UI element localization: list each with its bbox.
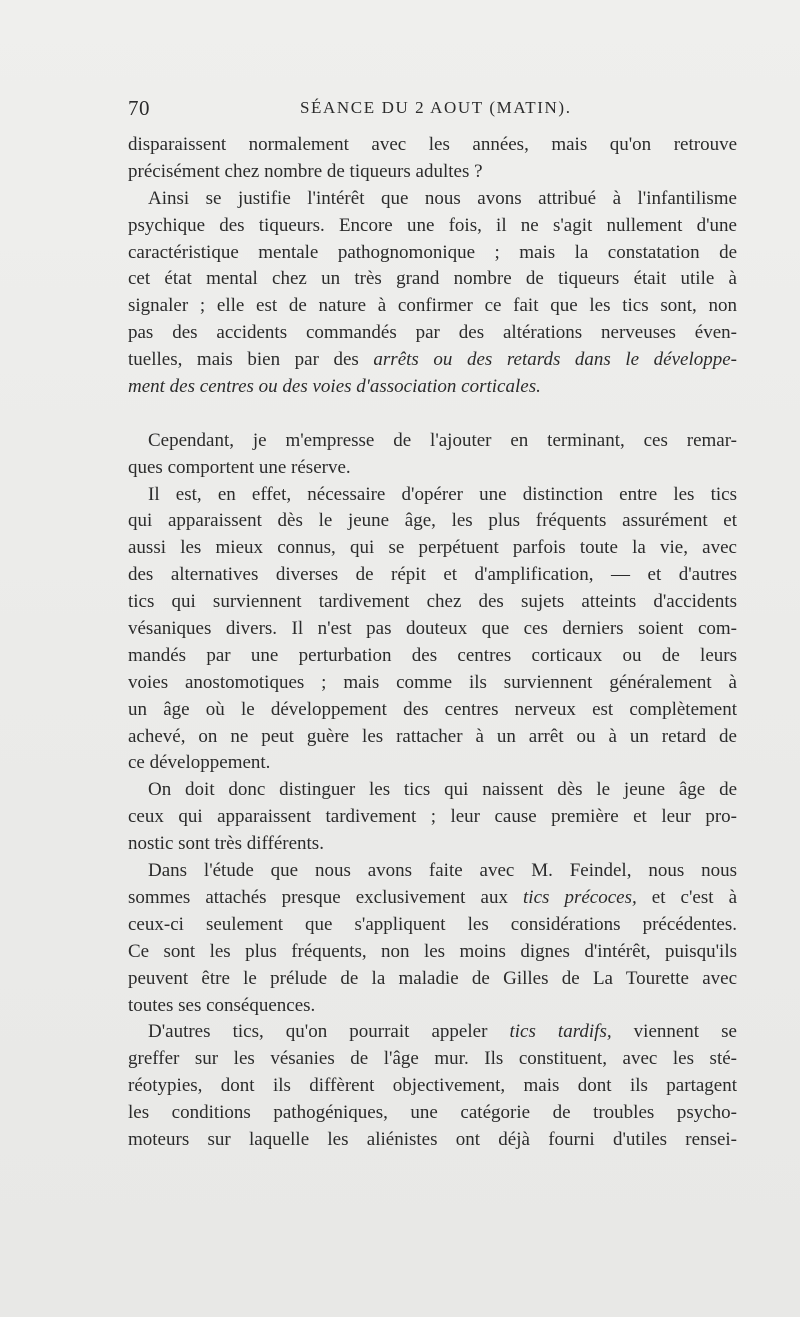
text-line: ceux-ci seulement que s'appliquent les considérations précédentes. [128,913,737,935]
text-line: ques comportent une réserve. [128,456,351,478]
text-line: vésaniques divers. Il n'est pas douteux que ces derniers soient com- [128,618,737,640]
text-line: ceux qui apparaissent tardivement ; leur cause première et leur pro- [128,806,737,828]
text-run: D'autres tics, qu'on pourrait appeler [148,1021,510,1043]
text-line: greffer sur les vésanies de l'âge mur. Ils constituent, avec les sté- [128,1048,737,1070]
text-run: sommes attachés presque exclusivement aux [128,886,524,908]
text-run: et c'est à [636,886,737,908]
text-line: peuvent être le prélude de la maladie de Gilles de La Tourette avec [128,967,737,989]
text-line [128,885,737,912]
text-line: On doit donc distinguer les tics qui naissent dès le jeune âge de [148,779,737,801]
text-line: psychique des tiqueurs. Encore une fois, il ne s'agit nullement d'une [128,214,737,236]
text-line [128,374,737,401]
paragraph-gap [128,401,737,428]
text-line: moteurs sur laquelle les aliénistes ont déjà fourni d'utiles rensei- [128,1128,737,1150]
italic-text: arrêts ou des retards dans le développe- [373,349,737,371]
text-line: Ce sont les plus fréquents, non les moins dignes d'intérêt, puisqu'ils [128,940,737,962]
text-run: viennent se [611,1021,737,1043]
text-line: nostic sont très différents. [128,833,324,855]
text-line: Il est, en effet, nécessaire d'opérer une distinction entre les tics [148,483,737,505]
italic-text: tics tardifs, [509,1021,612,1043]
text-line: ce développement. [128,752,271,774]
text-line: Dans l'étude que nous avons faite avec M. Feindel, nous nous [148,860,737,882]
text-line: tics qui surviennent tardivement chez des sujets atteints d'accidents [128,591,737,613]
text-line: réotypies, dont ils diffèrent objectivement, mais dont ils partagent [128,1075,737,1097]
running-title: SÉANCE DU 2 AOUT (MATIN). [300,98,572,117]
text-line: pas des accidents commandés par des altérations nerveuses éven- [128,322,737,344]
page-number: 70 [128,96,150,120]
italic-text: ment des centres ou des voies d'association corticales. [128,376,541,398]
text-line: signaler ; elle est de nature à confirmer ce fait que les tics sont, non [128,295,737,317]
text-line: toutes ses conséquences. [128,994,316,1016]
text-line: un âge où le développement des centres nerveux est complètement [128,698,737,720]
italic-text: tics précoces, [523,886,637,908]
text-line: des alternatives diverses de répit et d'amplification, — et d'autres [128,564,737,586]
text-line: qui apparaissent dès le jeune âge, les plus fréquents assurément et [128,510,737,532]
text-line: voies anostomotiques ; mais comme ils surviennent généralement à [128,671,737,693]
text-line: mandés par une perturbation des centres corticaux ou de leurs [128,644,737,666]
text-line: disparaissent normalement avec les années, mais qu'on retrouve [128,134,737,155]
text-run: tuelles, mais bien par des [128,349,374,371]
text-line [128,347,737,374]
text-line: caractéristique mentale pathognomonique ; mais la constatation de [128,241,737,263]
text-line: Ainsi se justifie l'intérêt que nous avons attribué à l'infantilisme [148,187,737,209]
running-head [128,96,738,126]
text-line: aussi les mieux connus, qui se perpétuent parfois toute la vie, avec [128,537,737,559]
text-line: précisément chez nombre de tiqueurs adultes ? [128,160,483,182]
text-line: Cependant, je m'empresse de l'ajouter en terminant, ces remar- [148,429,737,451]
text-line: les conditions pathogéniques, une catégorie de troubles psycho- [128,1102,737,1124]
text-line: achevé, on ne peut guère les rattacher à un arrêt ou à un retard de [128,725,737,747]
text-line [128,1019,737,1046]
body-text [128,132,737,1154]
text-line: cet état mental chez un très grand nombre de tiqueurs était utile à [128,268,737,290]
